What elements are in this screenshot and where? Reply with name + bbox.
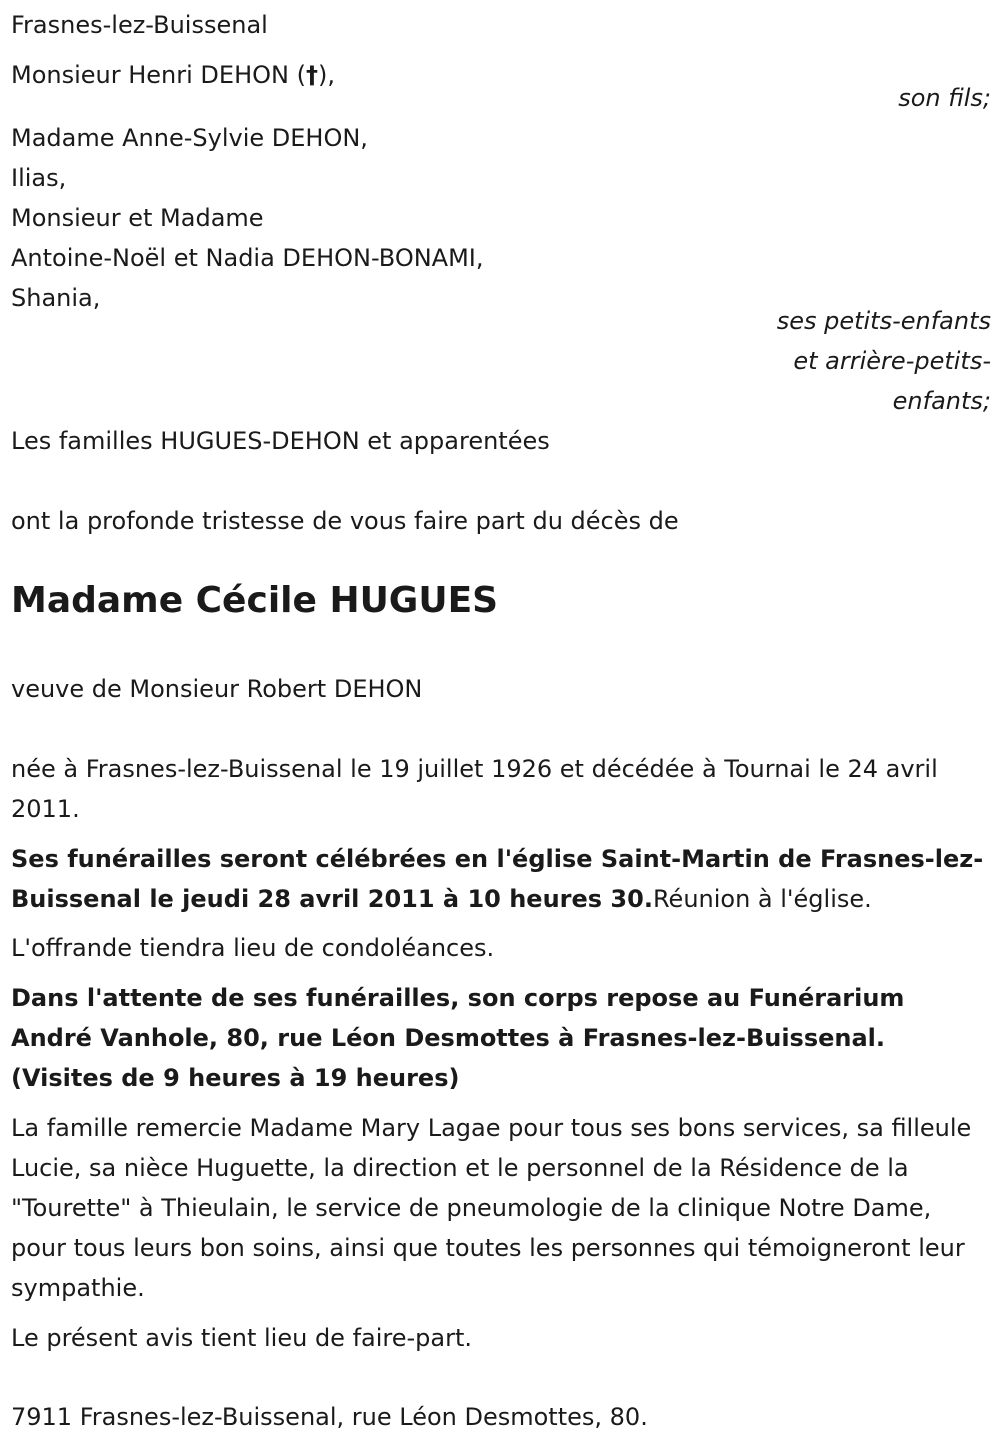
offering-line: L'offrande tiendra lieu de condoléances. <box>11 934 495 962</box>
son-name-text: Monsieur Henri DEHON ( <box>11 61 306 89</box>
repose-paragraph: Dans l'attente de ses funérailles, son corps repose au Funérarium André Vanhole, 80, rue Léon Desmottes à Frasnes-lez-Buissenal. (Visites de 9 heures à 19 heures) <box>11 984 905 1092</box>
son-name <box>11 55 335 95</box>
announcement-line: ont la profonde tristesse de vous faire part du décès de <box>11 507 679 535</box>
grandchildren-role: ses petits-enfants <box>776 307 991 335</box>
thanks-paragraph: La famille remercie Madame Mary Lagae pour tous ses bons services, sa filleule Lucie, sa nièce Huguette, la direction et le personnel de la Résidence de la "Tourette" à Thieulain, le service de pneumologie de la clinique Notre Dame, pour tous leurs bon soins, ainsi que toutes les personnes qui témoigneront leur sympathie. <box>11 1114 972 1302</box>
funeral-meeting: Réunion à l'église. <box>652 885 872 913</box>
deceased-name: Madame Cécile HUGUES <box>11 580 499 621</box>
grandchildren-role: et arrière-petits- <box>793 347 991 375</box>
cross-icon: † <box>305 61 318 89</box>
son-role: son fils; <box>898 84 991 112</box>
grandchild-line: Monsieur et Madame <box>11 204 264 232</box>
son-name-end: ), <box>317 61 335 89</box>
grandchildren-role: enfants; <box>892 387 991 415</box>
grandchild-line: Madame Anne-Sylvie DEHON, <box>11 124 368 152</box>
grandchild-line: Ilias, <box>11 164 67 192</box>
grandchild-line: Antoine-Noël et Nadia DEHON-BONAMI, <box>11 244 484 272</box>
funeral-paragraph <box>11 839 991 919</box>
notice-line: Le présent avis tient lieu de faire-part. <box>11 1324 473 1352</box>
address-line: 7911 Frasnes-lez-Buissenal, rue Léon Desmottes, 80. <box>11 1403 648 1431</box>
families-line: Les familles HUGUES-DEHON et apparentées <box>11 427 550 455</box>
widow-line: veuve de Monsieur Robert DEHON <box>11 675 423 703</box>
funeral-details: Ses funérailles seront célébrées en l'église Saint-Martin de Frasnes-lez-Buissenal le jeudi 28 avril 2011 à 10 heures 30. <box>11 845 984 913</box>
grandchild-line: Shania, <box>11 284 101 312</box>
place-heading: Frasnes-lez-Buissenal <box>11 11 268 39</box>
birth-death-paragraph: née à Frasnes-lez-Buissenal le 19 juillet 1926 et décédée à Tournai le 24 avril 2011. <box>11 755 938 823</box>
